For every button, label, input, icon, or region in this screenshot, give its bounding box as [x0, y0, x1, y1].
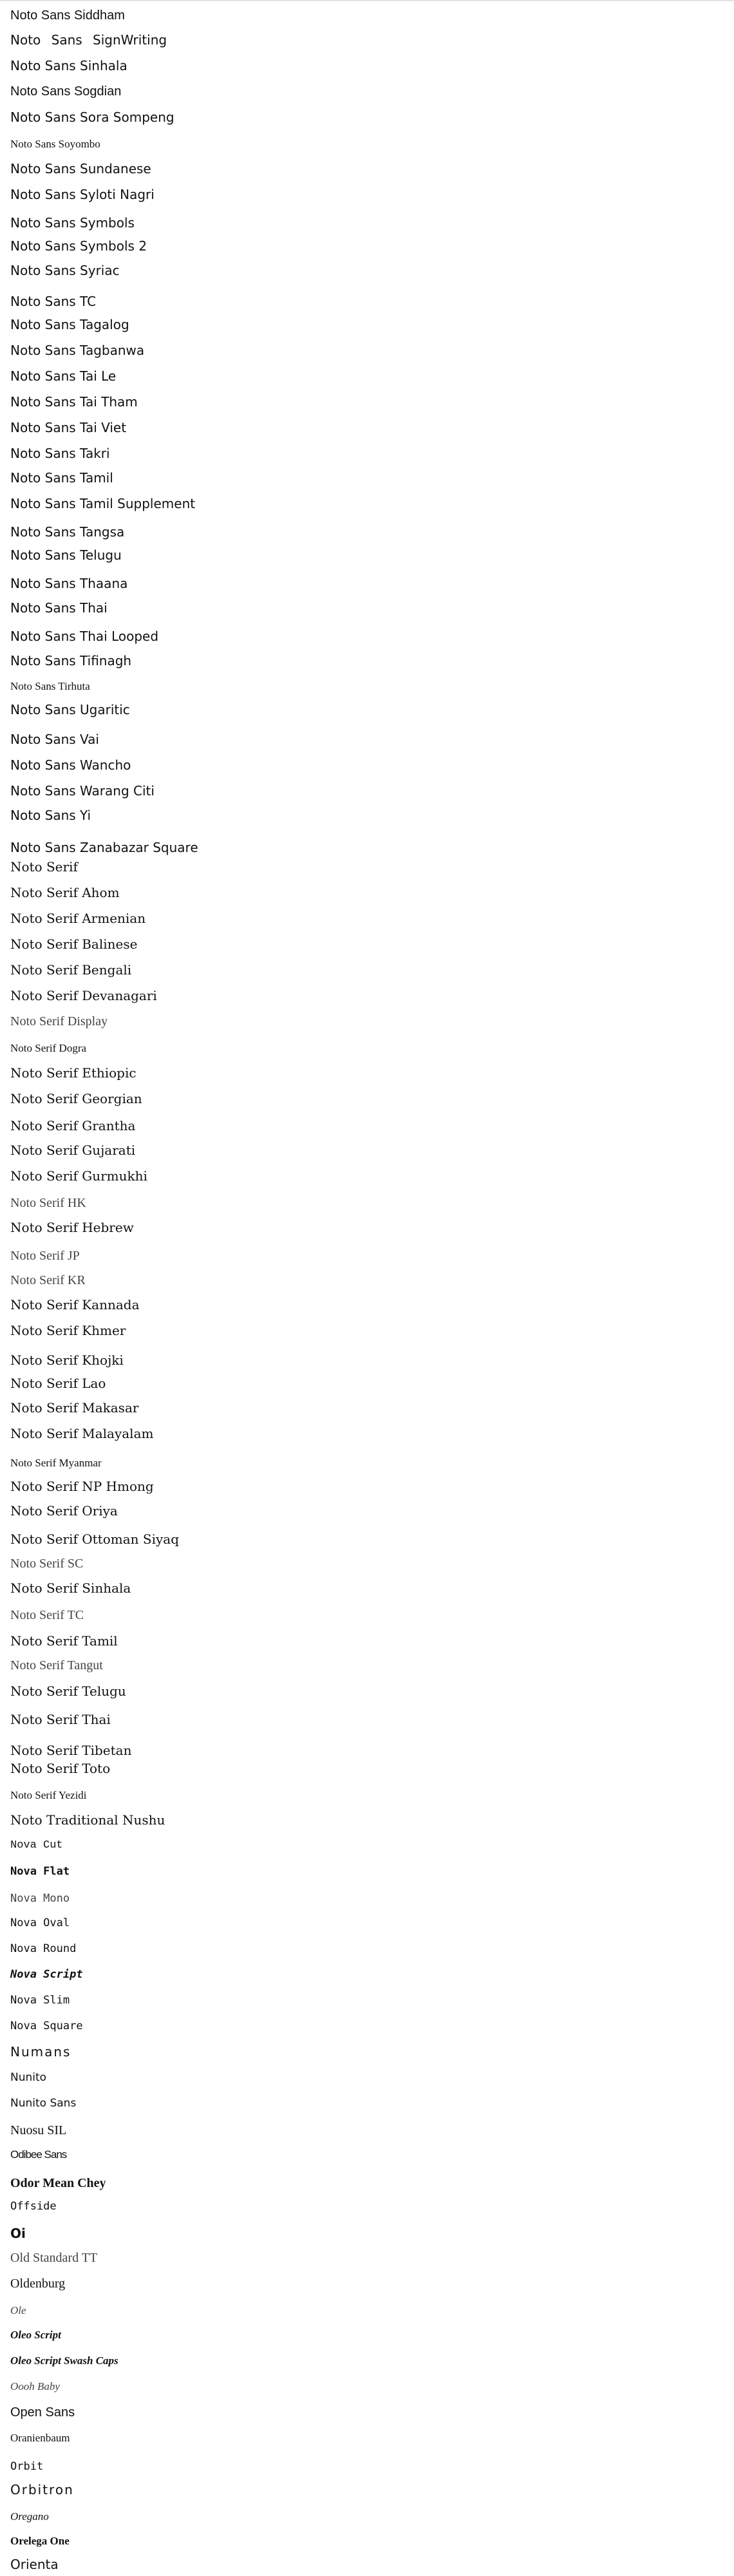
font-option-label: Noto Serif Gujarati: [10, 1142, 136, 1158]
font-option-noto-sans-signwriting[interactable]: [10, 28, 167, 52]
font-option-label: Nova Cut: [10, 1839, 63, 1852]
font-option-noto-sans-symbols-2[interactable]: [10, 234, 147, 258]
font-option-noto-serif-hebrew[interactable]: [10, 1216, 134, 1239]
font-option-label: Noto Sans Tai Le: [10, 368, 117, 384]
font-option-label: Noto Serif Devanagari: [10, 988, 157, 1003]
font-option-label: Noto Serif Yezidi: [10, 1789, 87, 1801]
font-option-label: Noto Sans SignWriting: [10, 32, 167, 48]
font-option-noto-serif-gurmukhi[interactable]: [10, 1164, 147, 1188]
font-option-noto-sans-ugaritic[interactable]: [10, 698, 130, 721]
font-option-nova-round[interactable]: [10, 1937, 76, 1960]
font-option-label: Noto Sans Symbols 2: [10, 238, 147, 254]
font-option-label: Noto Serif KR: [10, 1273, 86, 1287]
font-option-noto-serif-tangut[interactable]: [10, 1654, 103, 1677]
font-option-label: Noto Serif Myanmar: [10, 1457, 102, 1469]
font-option-noto-serif-tc[interactable]: [10, 1604, 84, 1627]
font-option-label: Noto Sans Telugu: [10, 547, 122, 563]
font-option-label: Nuosu SIL: [10, 2123, 67, 2137]
font-option-label: Noto Sans Syriac: [10, 263, 120, 278]
font-option-label: Oooh Baby: [10, 2380, 60, 2392]
font-option-noto-serif-ahom[interactable]: [10, 881, 120, 904]
font-option-noto-serif-balinese[interactable]: [10, 933, 137, 956]
font-option-label: Noto Serif: [10, 859, 78, 875]
font-option-label: Noto Serif TC: [10, 1608, 84, 1622]
font-option-label: Noto Sans TC: [10, 294, 97, 309]
font-option-label: Noto Serif Tamil: [10, 1633, 118, 1649]
font-option-open-sans[interactable]: [10, 2401, 75, 2424]
font-option-label: Noto Serif Makasar: [10, 1400, 139, 1416]
font-option-label: Noto Sans Sinhala: [10, 58, 127, 73]
font-option-label: Noto Sans Tangsa: [10, 524, 125, 540]
font-option-noto-sans-syriac[interactable]: [10, 259, 120, 282]
font-option-noto-serif-georgian[interactable]: [10, 1087, 142, 1110]
font-option-label: Noto Traditional Nushu: [10, 1812, 165, 1828]
font-option-offside[interactable]: [10, 2195, 57, 2218]
font-option-noto-serif-sinhala[interactable]: [10, 1577, 131, 1600]
font-option-noto-serif-display[interactable]: [10, 1010, 108, 1033]
font-option-odibee-sans[interactable]: [10, 2143, 66, 2166]
font-option-noto-sans-takri[interactable]: [10, 442, 110, 465]
font-option-label: Noto Sans Tifinagh: [10, 653, 132, 668]
font-option-nova-flat[interactable]: [10, 1860, 70, 1883]
font-option-label: Noto Sans Tamil: [10, 470, 113, 486]
font-option-noto-sans-syloti-nagri[interactable]: [10, 183, 155, 206]
top-divider: [0, 0, 734, 1]
font-option-oldenburg[interactable]: [10, 2272, 65, 2295]
font-option-noto-sans-tagbanwa[interactable]: [10, 339, 144, 362]
font-option-label: Noto Serif Ethiopic: [10, 1065, 136, 1081]
font-option-label: Noto Sans Siddham: [10, 8, 125, 23]
font-option-label: Oleo Script Swash Caps: [10, 2354, 118, 2367]
font-option-label: Noto Sans Tagbanwa: [10, 343, 145, 358]
font-option-label: Noto Serif Khmer: [10, 1323, 126, 1338]
font-option-noto-serif-makasar[interactable]: [10, 1396, 138, 1419]
font-option-label: Nova Mono: [10, 1892, 70, 1905]
font-option-noto-sans-sora-sompeng[interactable]: [10, 106, 174, 129]
font-option-label: Nova Square: [10, 2020, 83, 2032]
font-option-label: Oregano: [10, 2510, 49, 2523]
font-option-label: Odibee Sans: [10, 2148, 67, 2161]
font-option-noto-sans-tirhuta[interactable]: [10, 675, 90, 698]
font-option-label: Noto Sans Thaana: [10, 576, 128, 591]
font-option-noto-serif-tamil[interactable]: [10, 1629, 118, 1653]
font-option-label: Noto Sans Thai Looped: [10, 629, 159, 644]
font-option-noto-serif-khojki[interactable]: [10, 1349, 124, 1372]
font-option-noto-serif-khmer[interactable]: [10, 1319, 126, 1342]
font-option-noto-sans-yi[interactable]: [10, 804, 91, 827]
font-option-nova-cut[interactable]: [10, 1834, 63, 1857]
font-option-label: Noto Sans Tirhuta: [10, 680, 90, 692]
font-option-label: Oranienbaum: [10, 2432, 70, 2444]
font-option-nova-mono[interactable]: [10, 1887, 70, 1910]
font-option-label: Nova Oval: [10, 1917, 70, 1929]
font-option-old-standard-tt[interactable]: [10, 2246, 97, 2269]
font-option-noto-traditional-nushu[interactable]: [10, 1808, 165, 1832]
font-option-noto-sans-thai-looped[interactable]: [10, 625, 158, 648]
font-option-label: Noto Sans Sundanese: [10, 161, 151, 176]
font-option-label: Noto Sans Yi: [10, 808, 91, 823]
font-option-label: Noto Serif Hebrew: [10, 1220, 134, 1235]
font-option-noto-sans-tc[interactable]: [10, 290, 96, 313]
font-option-noto-serif-toto[interactable]: [10, 1757, 110, 1780]
font-option-noto-sans-tamil-supplement[interactable]: [10, 492, 195, 515]
font-option-noto-sans-sogdian[interactable]: [10, 80, 121, 103]
font-option-noto-serif-devanagari[interactable]: [10, 984, 157, 1007]
font-option-noto-sans-soyombo[interactable]: [10, 133, 100, 156]
font-option-label: Noto Sans Symbols: [10, 215, 135, 231]
font-option-label: Oleo Script: [10, 2329, 61, 2341]
font-option-label: Noto Sans Sogdian: [10, 84, 122, 99]
font-option-label: Noto Sans Ugaritic: [10, 702, 130, 717]
font-option-label: Offside: [10, 2200, 57, 2213]
font-option-noto-serif-dogra[interactable]: [10, 1037, 86, 1060]
font-option-noto-sans-telugu[interactable]: [10, 544, 122, 567]
font-option-noto-sans-tangsa[interactable]: [10, 520, 124, 544]
font-option-label: Noto Sans Tamil Supplement: [10, 496, 196, 511]
font-option-label: Noto Serif Tangut: [10, 1658, 103, 1672]
font-option-label: Noto Serif Oriya: [10, 1503, 118, 1519]
font-option-noto-sans-tamil[interactable]: [10, 466, 113, 489]
font-option-label: Noto Serif Grantha: [10, 1118, 136, 1133]
font-option-label: Noto Serif JP: [10, 1249, 80, 1263]
font-option-label: Noto Sans Tai Tham: [10, 394, 138, 410]
font-option-noto-serif-armenian[interactable]: [10, 907, 146, 930]
font-option-label: Noto Serif Kannada: [10, 1297, 140, 1312]
font-option-nova-script[interactable]: [10, 1963, 83, 1986]
font-option-label: Noto Sans Zanabazar Square: [10, 840, 198, 855]
font-option-label: Noto Serif Georgian: [10, 1091, 142, 1106]
font-option-noto-sans-siddham[interactable]: [10, 4, 125, 27]
font-option-label: Nunito Sans: [10, 2097, 77, 2110]
font-option-noto-serif-np-hmong[interactable]: [10, 1475, 154, 1498]
font-option-noto-serif-jp[interactable]: [10, 1244, 80, 1267]
font-option-label: Odor Mean Chey: [10, 2176, 106, 2190]
font-option-label: Noto Sans Thai: [10, 600, 108, 616]
font-option-label: Noto Sans Wancho: [10, 757, 131, 773]
font-option-nova-oval[interactable]: [10, 1911, 70, 1935]
font-option-label: Orbitron: [10, 2482, 74, 2497]
font-option-orbit[interactable]: [10, 2455, 43, 2478]
font-option-label: Noto Serif Toto: [10, 1761, 111, 1776]
font-option-label: Noto Sans Sora Sompeng: [10, 109, 174, 125]
font-option-label: Open Sans: [10, 2405, 75, 2420]
font-option-noto-sans-tagalog[interactable]: [10, 313, 129, 336]
font-option-oregano[interactable]: [10, 2505, 49, 2528]
font-option-noto-sans-symbols[interactable]: [10, 211, 135, 234]
font-option-noto-serif-ethiopic[interactable]: [10, 1061, 136, 1084]
font-option-noto-sans-thaana[interactable]: [10, 572, 127, 595]
font-option-nunito-sans[interactable]: [10, 2092, 76, 2115]
font-option-label: Noto Serif Thai: [10, 1712, 111, 1727]
font-option-oleo-script[interactable]: [10, 2324, 61, 2347]
font-option-ole[interactable]: [10, 2299, 26, 2322]
font-option-noto-serif-sc[interactable]: [10, 1552, 83, 1575]
font-option-noto-serif-yezidi[interactable]: [10, 1784, 87, 1807]
font-option-oi[interactable]: [10, 2222, 26, 2245]
font-option-label: Noto Serif Dogra: [10, 1042, 87, 1054]
font-option-noto-sans-thai[interactable]: [10, 596, 108, 620]
font-option-label: Noto Serif Sinhala: [10, 1580, 131, 1596]
font-option-label: Noto Serif Armenian: [10, 911, 146, 926]
font-option-label: Noto Serif Ottoman Siyaq: [10, 1531, 179, 1547]
font-option-label: Noto Sans Tai Viet: [10, 420, 127, 435]
font-option-noto-serif-malayalam[interactable]: [10, 1422, 153, 1445]
font-option-noto-serif-myanmar[interactable]: [10, 1452, 102, 1475]
font-option-label: Oi: [10, 2226, 26, 2241]
font-option-noto-serif-thai[interactable]: [10, 1708, 111, 1731]
font-option-orbitron[interactable]: [10, 2478, 74, 2501]
font-option-odor-mean-chey[interactable]: [10, 2172, 106, 2195]
font-option-label: Noto Serif Display: [10, 1014, 108, 1028]
font-option-label: Noto Serif Lao: [10, 1376, 106, 1391]
font-option-label: Noto Sans Tagalog: [10, 317, 129, 332]
font-option-noto-sans-wancho[interactable]: [10, 753, 131, 777]
font-option-label: Noto Serif HK: [10, 1196, 86, 1210]
font-option-noto-serif-telugu[interactable]: [10, 1680, 126, 1703]
font-option-noto-sans-sundanese[interactable]: [10, 157, 151, 180]
font-option-label: Noto Sans Takri: [10, 446, 110, 461]
font-option-noto-serif-hk[interactable]: [10, 1191, 86, 1215]
font-option-label: Noto Serif Ahom: [10, 885, 120, 900]
font-option-noto-sans-tai-le[interactable]: [10, 365, 116, 388]
font-option-noto-sans-tai-viet[interactable]: [10, 416, 126, 439]
font-option-noto-serif-kr[interactable]: [10, 1269, 86, 1292]
font-option-noto-serif-gujarati[interactable]: [10, 1139, 135, 1162]
font-option-label: Noto Serif SC: [10, 1557, 84, 1571]
font-option-noto-serif-grantha[interactable]: [10, 1114, 135, 1137]
font-option-label: Noto Sans Vai: [10, 732, 99, 747]
font-option-oooh-baby[interactable]: [10, 2375, 60, 2398]
font-option-orelega-one[interactable]: [10, 2530, 70, 2553]
font-option-label: Noto Serif Malayalam: [10, 1426, 154, 1441]
font-option-label: Ole: [10, 2304, 26, 2316]
font-option-label: Nova Round: [10, 1942, 77, 1955]
font-option-label: Noto Serif NP Hmong: [10, 1479, 154, 1494]
font-option-label: Nunito: [10, 2071, 47, 2084]
font-option-oleo-script-swash-caps[interactable]: [10, 2349, 118, 2372]
font-option-label: Orbit: [10, 2460, 44, 2473]
font-option-nunito[interactable]: [10, 2066, 46, 2089]
font-option-label: Noto Serif Gurmukhi: [10, 1168, 147, 1184]
font-option-label: Nova Slim: [10, 1994, 70, 2007]
font-option-nuosu-sil[interactable]: [10, 2119, 66, 2142]
font-option-oranienbaum[interactable]: [10, 2427, 70, 2450]
font-option-noto-serif-oriya[interactable]: [10, 1499, 118, 1522]
font-option-label: Noto Sans Syloti Nagri: [10, 187, 155, 202]
font-option-label: Noto Sans Warang Citi: [10, 783, 155, 799]
font-option-label: Noto Serif Bengali: [10, 962, 132, 978]
font-option-noto-sans-vai[interactable]: [10, 728, 99, 751]
font-option-noto-serif-kannada[interactable]: [10, 1293, 140, 1316]
font-option-label: Orienta: [10, 2557, 59, 2572]
font-option-noto-serif-ottoman-siyaq[interactable]: [10, 1528, 179, 1551]
font-option-noto-sans-warang-citi[interactable]: [10, 779, 155, 802]
font-option-nova-slim[interactable]: [10, 1989, 70, 2012]
font-option-label: Old Standard TT: [10, 2251, 98, 2265]
font-option-label: Nova Script: [10, 1968, 83, 1981]
font-option-label: Noto Serif Khojki: [10, 1352, 124, 1368]
font-option-nova-square[interactable]: [10, 2014, 83, 2038]
font-option-label: Orelega One: [10, 2535, 70, 2547]
font-option-numans[interactable]: [10, 2040, 71, 2063]
font-option-noto-sans-tifinagh[interactable]: [10, 649, 131, 672]
font-option-label: Noto Serif Tibetan: [10, 1743, 132, 1758]
font-option-noto-serif-bengali[interactable]: [10, 958, 131, 981]
font-option-noto-sans-sinhala[interactable]: [10, 54, 127, 77]
font-option-label: Noto Sans Soyombo: [10, 138, 100, 150]
font-option-label: Noto Serif Balinese: [10, 936, 138, 952]
font-option-label: Noto Serif Telugu: [10, 1683, 126, 1699]
font-option-orienta[interactable]: [10, 2553, 59, 2576]
font-option-label: Numans: [10, 2044, 71, 2060]
font-option-label: Oldenburg: [10, 2277, 66, 2291]
font-option-label: Nova Flat: [10, 1865, 70, 1878]
font-option-noto-serif[interactable]: [10, 855, 78, 878]
font-option-noto-sans-tai-tham[interactable]: [10, 390, 138, 413]
font-option-noto-serif-lao[interactable]: [10, 1372, 106, 1395]
